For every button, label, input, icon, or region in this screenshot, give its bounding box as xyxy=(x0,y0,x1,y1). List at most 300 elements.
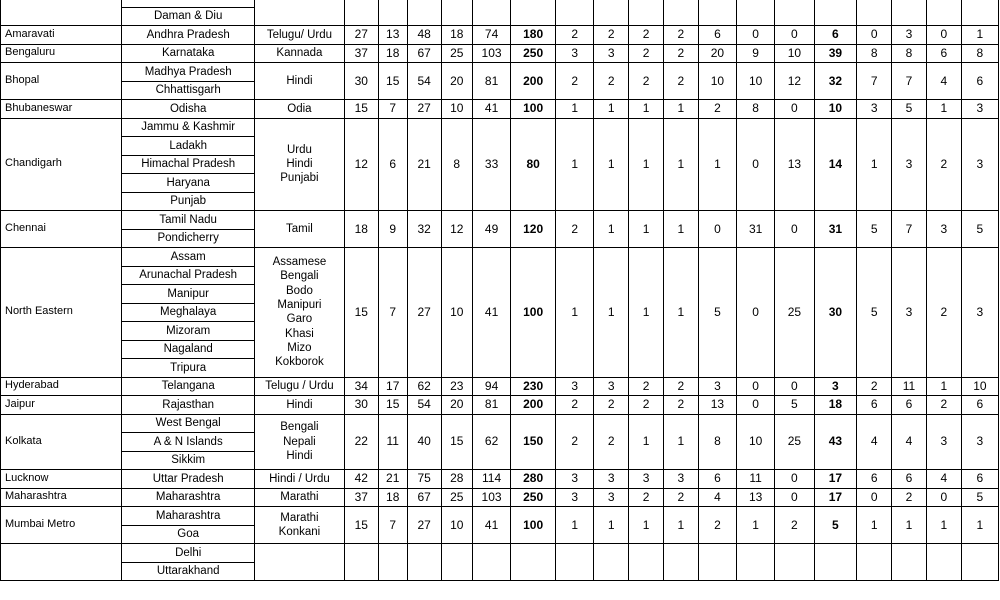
state-name-cell: Haryana xyxy=(122,174,255,193)
value-cell: 1 xyxy=(698,118,736,211)
value-cell: 21 xyxy=(407,118,441,211)
value-cell: 37 xyxy=(344,44,378,63)
value-cell: 1 xyxy=(629,118,664,211)
value-cell: 18 xyxy=(378,44,407,63)
state-name-cell: Sikkim xyxy=(122,451,255,470)
value-cell: 3 xyxy=(926,414,961,470)
value-cell: 3 xyxy=(857,100,892,119)
value-cell: 0 xyxy=(857,26,892,45)
value-cell: 1 xyxy=(594,248,629,378)
value-cell: 0 xyxy=(775,377,814,396)
value-cell xyxy=(814,0,857,26)
value-cell xyxy=(892,544,927,581)
value-cell: 2 xyxy=(663,396,698,415)
value-cell: 1 xyxy=(857,118,892,211)
value-cell: 10 xyxy=(961,377,998,396)
value-cell: 1 xyxy=(857,507,892,544)
state-name-cell: Maharashtra xyxy=(122,488,255,507)
value-cell: 280 xyxy=(511,470,556,489)
value-cell: 12 xyxy=(344,118,378,211)
value-cell: 42 xyxy=(344,470,378,489)
value-cell: 100 xyxy=(511,100,556,119)
value-cell: 54 xyxy=(407,396,441,415)
state-name-cell: Goa xyxy=(122,525,255,544)
value-cell xyxy=(594,544,629,581)
state-name-cell: Telangana xyxy=(122,377,255,396)
value-cell xyxy=(926,544,961,581)
value-cell: 3 xyxy=(594,470,629,489)
value-cell xyxy=(961,0,998,26)
value-cell: 3 xyxy=(594,377,629,396)
value-cell xyxy=(663,544,698,581)
value-cell: 22 xyxy=(344,414,378,470)
value-cell: 13 xyxy=(775,118,814,211)
value-cell: 2 xyxy=(926,248,961,378)
table-row xyxy=(1,63,999,82)
value-cell: 0 xyxy=(775,211,814,248)
value-cell: 20 xyxy=(698,44,736,63)
state-name-cell: Daman & Diu xyxy=(122,7,255,26)
value-cell: 1 xyxy=(737,507,775,544)
value-cell: 31 xyxy=(737,211,775,248)
value-cell: 7 xyxy=(892,211,927,248)
state-name-cell: Uttar Pradesh xyxy=(122,470,255,489)
value-cell: 3 xyxy=(556,377,594,396)
value-cell: 18 xyxy=(441,26,472,45)
value-cell: 120 xyxy=(511,211,556,248)
value-cell: 2 xyxy=(926,396,961,415)
language-line: Urdu xyxy=(286,143,312,156)
value-cell: 1 xyxy=(663,414,698,470)
value-cell: 28 xyxy=(441,470,472,489)
value-cell: 103 xyxy=(472,44,510,63)
state-name-cell: A & N Islands xyxy=(122,433,255,452)
table-row xyxy=(1,0,999,7)
value-cell: 67 xyxy=(407,44,441,63)
value-cell xyxy=(472,0,510,26)
value-cell: 20 xyxy=(441,63,472,100)
value-cell: 32 xyxy=(814,63,857,100)
value-cell: 8 xyxy=(441,118,472,211)
value-cell xyxy=(814,544,857,581)
value-cell: 9 xyxy=(378,211,407,248)
value-cell: 2 xyxy=(629,44,664,63)
value-cell: 0 xyxy=(737,118,775,211)
value-cell xyxy=(857,0,892,26)
value-cell: 10 xyxy=(737,63,775,100)
value-cell: 2 xyxy=(556,211,594,248)
value-cell: 114 xyxy=(472,470,510,489)
value-cell: 1 xyxy=(629,507,664,544)
value-cell: 27 xyxy=(407,248,441,378)
state-name-cell: Andhra Pradesh xyxy=(122,26,255,45)
value-cell: 6 xyxy=(926,44,961,63)
value-cell: 40 xyxy=(407,414,441,470)
value-cell: 5 xyxy=(961,211,998,248)
state-name-cell: Rajasthan xyxy=(122,396,255,415)
value-cell: 3 xyxy=(556,488,594,507)
value-cell: 25 xyxy=(441,44,472,63)
value-cell: 18 xyxy=(344,211,378,248)
value-cell: 6 xyxy=(961,396,998,415)
language-line: Bengali xyxy=(280,421,319,434)
language-cell xyxy=(254,0,344,26)
state-name-cell: Ladakh xyxy=(122,137,255,156)
language-line: Bodo xyxy=(286,284,313,297)
table-row xyxy=(1,377,999,396)
state-name-cell xyxy=(122,0,255,7)
value-cell: 4 xyxy=(926,470,961,489)
value-cell: 2 xyxy=(629,63,664,100)
value-cell: 2 xyxy=(629,377,664,396)
circle-name-cell: Maharashtra xyxy=(1,488,122,507)
value-cell: 4 xyxy=(892,414,927,470)
table-row xyxy=(1,248,999,267)
circle-name-cell: Mumbai Metro xyxy=(1,507,122,544)
state-name-cell: Manipur xyxy=(122,285,255,304)
value-cell: 2 xyxy=(556,26,594,45)
value-cell: 2 xyxy=(594,396,629,415)
value-cell: 1 xyxy=(961,507,998,544)
value-cell xyxy=(775,544,814,581)
language-line: Kokborok xyxy=(275,356,324,369)
value-cell: 10 xyxy=(441,248,472,378)
language-line: Hindi / Urdu xyxy=(269,472,330,485)
value-cell: 41 xyxy=(472,100,510,119)
value-cell: 10 xyxy=(441,507,472,544)
value-cell: 6 xyxy=(814,26,857,45)
value-cell: 8 xyxy=(698,414,736,470)
value-cell xyxy=(378,0,407,26)
value-cell: 1 xyxy=(663,100,698,119)
value-cell: 5 xyxy=(775,396,814,415)
value-cell: 2 xyxy=(594,414,629,470)
value-cell xyxy=(344,0,378,26)
language-line: Assamese xyxy=(272,255,327,268)
language-line: Odia xyxy=(287,102,312,115)
value-cell: 2 xyxy=(556,396,594,415)
language-line: Khasi xyxy=(285,327,314,340)
language-cell xyxy=(254,44,344,63)
value-cell: 0 xyxy=(857,488,892,507)
circle-name-cell: Lucknow xyxy=(1,470,122,489)
value-cell: 0 xyxy=(737,396,775,415)
value-cell: 1 xyxy=(961,26,998,45)
value-cell: 67 xyxy=(407,488,441,507)
language-line: Konkani xyxy=(278,526,321,538)
value-cell xyxy=(511,544,556,581)
value-cell: 25 xyxy=(775,248,814,378)
table-row xyxy=(1,118,999,137)
value-cell: 2 xyxy=(594,26,629,45)
value-cell: 10 xyxy=(814,100,857,119)
circle-name-cell xyxy=(1,544,122,581)
language-line: Manipuri xyxy=(277,298,322,311)
value-cell: 54 xyxy=(407,63,441,100)
value-cell xyxy=(926,0,961,26)
state-name-cell: Delhi xyxy=(122,544,255,563)
value-cell: 1 xyxy=(556,507,594,544)
value-cell: 5 xyxy=(857,211,892,248)
value-cell: 1 xyxy=(663,118,698,211)
state-name-cell: Himachal Pradesh xyxy=(122,155,255,174)
value-cell: 80 xyxy=(511,118,556,211)
value-cell xyxy=(857,544,892,581)
value-cell: 30 xyxy=(344,396,378,415)
value-cell: 3 xyxy=(594,488,629,507)
value-cell: 75 xyxy=(407,470,441,489)
value-cell xyxy=(663,0,698,26)
value-cell: 11 xyxy=(892,377,927,396)
value-cell: 200 xyxy=(511,396,556,415)
value-cell: 49 xyxy=(472,211,510,248)
value-cell: 6 xyxy=(892,396,927,415)
value-cell: 37 xyxy=(344,488,378,507)
value-cell: 0 xyxy=(737,26,775,45)
table-row xyxy=(1,44,999,63)
language-cell xyxy=(254,414,344,470)
language-line: Tamil xyxy=(286,222,313,235)
language-line: Punjabi xyxy=(280,172,319,185)
value-cell: 5 xyxy=(857,248,892,378)
value-cell: 10 xyxy=(698,63,736,100)
value-cell: 100 xyxy=(511,248,556,378)
value-cell xyxy=(737,0,775,26)
value-cell xyxy=(407,544,441,581)
value-cell: 3 xyxy=(961,248,998,378)
value-cell: 33 xyxy=(472,118,510,211)
value-cell: 1 xyxy=(594,118,629,211)
value-cell: 1 xyxy=(663,211,698,248)
value-cell: 0 xyxy=(775,488,814,507)
language-cell xyxy=(254,211,344,248)
value-cell: 5 xyxy=(698,248,736,378)
state-name-cell: Nagaland xyxy=(122,340,255,359)
value-cell: 5 xyxy=(961,488,998,507)
value-cell: 30 xyxy=(344,63,378,100)
circle-name-cell: Bengaluru xyxy=(1,44,122,63)
state-name-cell: Pondicherry xyxy=(122,229,255,248)
value-cell: 1 xyxy=(556,118,594,211)
value-cell xyxy=(629,544,664,581)
value-cell: 1 xyxy=(629,414,664,470)
value-cell: 1 xyxy=(556,100,594,119)
value-cell: 250 xyxy=(511,488,556,507)
state-name-cell: Punjab xyxy=(122,192,255,211)
language-line: Hindi xyxy=(286,398,313,411)
value-cell: 2 xyxy=(663,44,698,63)
value-cell: 6 xyxy=(857,396,892,415)
value-cell: 21 xyxy=(378,470,407,489)
language-line: Hindi xyxy=(286,449,313,462)
language-line: Nepali xyxy=(283,435,316,448)
state-name-cell: Chhattisgarh xyxy=(122,81,255,100)
value-cell xyxy=(511,0,556,26)
state-name-cell: Uttarakhand xyxy=(122,562,255,581)
value-cell: 2 xyxy=(775,507,814,544)
value-cell: 8 xyxy=(737,100,775,119)
value-cell: 4 xyxy=(857,414,892,470)
language-cell xyxy=(254,248,344,378)
value-cell: 5 xyxy=(814,507,857,544)
value-cell: 2 xyxy=(629,488,664,507)
state-name-cell: Assam xyxy=(122,248,255,267)
state-name-cell: Mizoram xyxy=(122,322,255,341)
value-cell xyxy=(556,0,594,26)
value-cell: 1 xyxy=(594,507,629,544)
value-cell: 27 xyxy=(407,100,441,119)
value-cell: 6 xyxy=(892,470,927,489)
value-cell: 2 xyxy=(629,26,664,45)
value-cell: 81 xyxy=(472,63,510,100)
value-cell: 1 xyxy=(629,248,664,378)
value-cell: 18 xyxy=(378,488,407,507)
value-cell: 13 xyxy=(698,396,736,415)
state-name-cell: Tamil Nadu xyxy=(122,211,255,230)
language-cell xyxy=(254,63,344,100)
value-cell: 17 xyxy=(814,470,857,489)
value-cell xyxy=(407,0,441,26)
value-cell: 8 xyxy=(892,44,927,63)
language-line: Telugu / Urdu xyxy=(265,380,334,393)
value-cell: 4 xyxy=(698,488,736,507)
value-cell: 6 xyxy=(961,63,998,100)
value-cell: 62 xyxy=(472,414,510,470)
value-cell: 8 xyxy=(857,44,892,63)
value-cell: 11 xyxy=(378,414,407,470)
value-cell: 34 xyxy=(344,377,378,396)
value-cell: 3 xyxy=(698,377,736,396)
value-cell: 43 xyxy=(814,414,857,470)
circle-name-cell xyxy=(1,0,122,26)
state-name-cell: Meghalaya xyxy=(122,303,255,322)
value-cell: 3 xyxy=(594,44,629,63)
language-cell xyxy=(254,377,344,396)
value-cell: 27 xyxy=(407,507,441,544)
value-cell xyxy=(698,0,736,26)
language-line: Garo xyxy=(286,313,313,326)
language-cell xyxy=(254,396,344,415)
value-cell: 150 xyxy=(511,414,556,470)
value-cell: 0 xyxy=(698,211,736,248)
circle-name-cell: Bhubaneswar xyxy=(1,100,122,119)
value-cell xyxy=(629,0,664,26)
value-cell xyxy=(556,544,594,581)
value-cell xyxy=(775,0,814,26)
value-cell: 3 xyxy=(892,118,927,211)
value-cell: 2 xyxy=(594,63,629,100)
table-row xyxy=(1,100,999,119)
value-cell: 25 xyxy=(775,414,814,470)
value-cell xyxy=(594,0,629,26)
value-cell xyxy=(441,544,472,581)
value-cell: 3 xyxy=(961,100,998,119)
language-line: Kannada xyxy=(276,47,323,60)
table-row xyxy=(1,26,999,45)
value-cell xyxy=(472,544,510,581)
value-cell: 41 xyxy=(472,248,510,378)
value-cell: 41 xyxy=(472,507,510,544)
value-cell: 15 xyxy=(378,63,407,100)
value-cell: 1 xyxy=(629,100,664,119)
value-cell: 7 xyxy=(378,248,407,378)
value-cell xyxy=(892,0,927,26)
value-cell: 15 xyxy=(344,248,378,378)
state-name-cell: Maharashtra xyxy=(122,507,255,526)
circle-name-cell: Amaravati xyxy=(1,26,122,45)
value-cell: 15 xyxy=(441,414,472,470)
value-cell: 74 xyxy=(472,26,510,45)
value-cell: 3 xyxy=(961,118,998,211)
value-cell: 2 xyxy=(556,414,594,470)
value-cell: 2 xyxy=(892,488,927,507)
value-cell: 7 xyxy=(857,63,892,100)
value-cell: 25 xyxy=(441,488,472,507)
table-row xyxy=(1,396,999,415)
state-name-cell: Odisha xyxy=(122,100,255,119)
value-cell xyxy=(344,544,378,581)
value-cell: 1 xyxy=(892,507,927,544)
value-cell: 1 xyxy=(663,507,698,544)
value-cell: 0 xyxy=(775,100,814,119)
value-cell: 1 xyxy=(926,100,961,119)
value-cell: 3 xyxy=(556,44,594,63)
value-cell: 3 xyxy=(814,377,857,396)
value-cell: 4 xyxy=(926,63,961,100)
value-cell: 12 xyxy=(441,211,472,248)
value-cell: 10 xyxy=(441,100,472,119)
table-row xyxy=(1,470,999,489)
value-cell: 10 xyxy=(775,44,814,63)
language-line: Marathi xyxy=(280,511,319,524)
value-cell: 15 xyxy=(344,100,378,119)
value-cell: 3 xyxy=(663,470,698,489)
value-cell: 8 xyxy=(961,44,998,63)
value-cell: 20 xyxy=(441,396,472,415)
circle-name-cell: North Eastern xyxy=(1,248,122,378)
value-cell: 2 xyxy=(663,26,698,45)
value-cell: 9 xyxy=(737,44,775,63)
language-cell xyxy=(254,488,344,507)
value-cell: 0 xyxy=(737,248,775,378)
value-cell: 7 xyxy=(378,100,407,119)
state-name-cell: West Bengal xyxy=(122,414,255,433)
value-cell: 1 xyxy=(556,248,594,378)
circle-name-cell: Hyderabad xyxy=(1,377,122,396)
value-cell: 3 xyxy=(892,26,927,45)
language-line: Marathi xyxy=(280,491,319,504)
value-cell: 39 xyxy=(814,44,857,63)
value-cell: 13 xyxy=(737,488,775,507)
circle-name-cell: Chennai xyxy=(1,211,122,248)
value-cell: 17 xyxy=(378,377,407,396)
table-row xyxy=(1,488,999,507)
value-cell: 180 xyxy=(511,26,556,45)
state-name-cell: Arunachal Pradesh xyxy=(122,266,255,285)
value-cell: 2 xyxy=(663,63,698,100)
value-cell: 18 xyxy=(814,396,857,415)
language-cell xyxy=(254,118,344,211)
value-cell: 30 xyxy=(814,248,857,378)
value-cell xyxy=(698,544,736,581)
value-cell xyxy=(737,544,775,581)
value-cell: 2 xyxy=(556,63,594,100)
value-cell: 103 xyxy=(472,488,510,507)
value-cell: 2 xyxy=(663,488,698,507)
value-cell: 100 xyxy=(511,507,556,544)
value-cell: 2 xyxy=(926,118,961,211)
value-cell: 7 xyxy=(892,63,927,100)
